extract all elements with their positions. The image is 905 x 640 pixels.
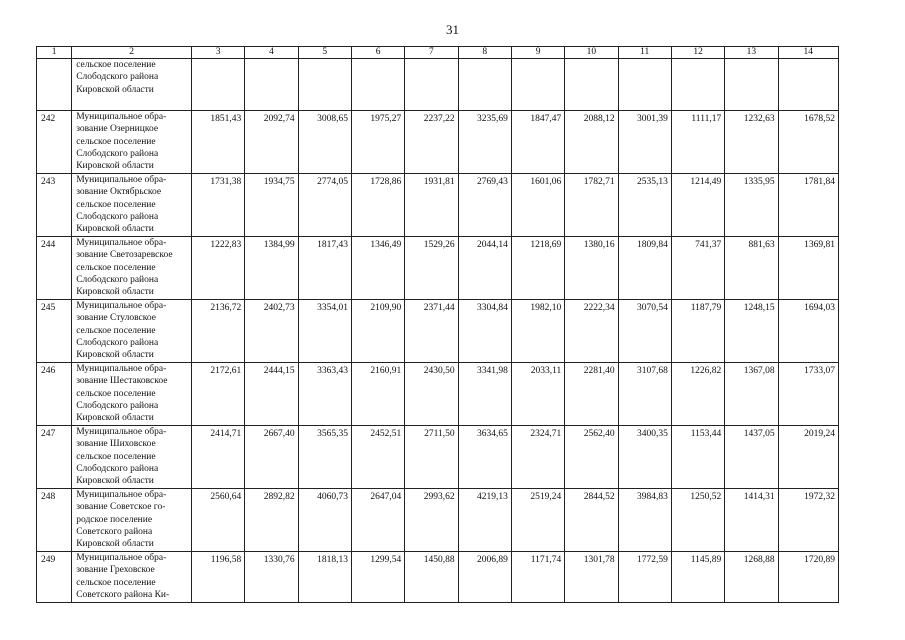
table-cell-value: 1437,05 bbox=[725, 426, 778, 489]
table-cell-value: 1380,16 bbox=[565, 237, 618, 300]
table-cell-name: Муниципальное обра- зование Греховское сельское поселение Советского района Ки- bbox=[72, 552, 192, 603]
table-cell-value: 2444,15 bbox=[245, 363, 298, 426]
column-header: 2 bbox=[72, 47, 192, 59]
table-cell-value: 3235,69 bbox=[458, 111, 511, 174]
table-cell-value: 1931,81 bbox=[405, 174, 458, 237]
table-cell-value: 2774,05 bbox=[298, 174, 351, 237]
table-cell bbox=[618, 59, 671, 111]
table-cell-value: 1414,31 bbox=[725, 489, 778, 552]
table-header-row bbox=[37, 47, 839, 59]
column-header: 7 bbox=[405, 47, 458, 59]
table-cell-name: Муниципальное обра- зование Октябрьское сельское поселение Слободского района Кировской области bbox=[72, 174, 192, 237]
table-cell-value: 1335,95 bbox=[725, 174, 778, 237]
table-cell-value: 1145,89 bbox=[671, 552, 724, 603]
table-cell-value: 1111,17 bbox=[671, 111, 724, 174]
table-cell-value: 3341,98 bbox=[458, 363, 511, 426]
table-cell bbox=[458, 59, 511, 111]
column-header: 8 bbox=[458, 47, 511, 59]
table-cell-value: 741,37 bbox=[671, 237, 724, 300]
table-cell-value: 2647,04 bbox=[351, 489, 404, 552]
table-cell-value: 2324,71 bbox=[511, 426, 564, 489]
table-row bbox=[37, 237, 839, 300]
table-cell-value: 2044,14 bbox=[458, 237, 511, 300]
column-header: 5 bbox=[298, 47, 351, 59]
column-header: 1 bbox=[37, 47, 72, 59]
table-cell-value: 1250,52 bbox=[671, 489, 724, 552]
table-cell-index: 245 bbox=[37, 300, 72, 363]
table-cell-value: 3008,65 bbox=[298, 111, 351, 174]
table-cell-index: 244 bbox=[37, 237, 72, 300]
table-cell bbox=[351, 59, 404, 111]
table-cell-value: 1934,75 bbox=[245, 174, 298, 237]
table-cell-value: 1218,69 bbox=[511, 237, 564, 300]
table-cell bbox=[405, 59, 458, 111]
table-cell-value: 3354,01 bbox=[298, 300, 351, 363]
table-cell-value: 3304,84 bbox=[458, 300, 511, 363]
table-cell-value: 2371,44 bbox=[405, 300, 458, 363]
table-cell-value: 3363,43 bbox=[298, 363, 351, 426]
table-cell-value: 2006,89 bbox=[458, 552, 511, 603]
table-cell-value: 1153,44 bbox=[671, 426, 724, 489]
table-cell-name: Муниципальное обра- зование Советское го- родское поселение Советского района Кировской области bbox=[72, 489, 192, 552]
table-cell-value: 2667,40 bbox=[245, 426, 298, 489]
table-cell-value: 4219,13 bbox=[458, 489, 511, 552]
table-cell-value: 2535,13 bbox=[618, 174, 671, 237]
column-header: 3 bbox=[191, 47, 244, 59]
table-cell-name: Муниципальное обра- зование Озерницкое сельское поселение Слободского района Кировской области bbox=[72, 111, 192, 174]
table-cell-value: 1171,74 bbox=[511, 552, 564, 603]
table-row bbox=[37, 300, 839, 363]
table-cell-value: 1851,43 bbox=[191, 111, 244, 174]
table-cell-index: 242 bbox=[37, 111, 72, 174]
table-cell-value: 2019,24 bbox=[778, 426, 838, 489]
column-header: 13 bbox=[725, 47, 778, 59]
table-cell-value: 1694,03 bbox=[778, 300, 838, 363]
table-cell-index: 247 bbox=[37, 426, 72, 489]
table-cell-index: 243 bbox=[37, 174, 72, 237]
table-cell-value: 1450,88 bbox=[405, 552, 458, 603]
table-cell-index: 246 bbox=[37, 363, 72, 426]
table-cell-value: 2092,74 bbox=[245, 111, 298, 174]
table-cell-name: Муниципальное обра- зование Шестаковское сельское поселение Слободского района Кировской области bbox=[72, 363, 192, 426]
table-cell bbox=[298, 59, 351, 111]
table-cell-value: 3070,54 bbox=[618, 300, 671, 363]
column-header: 12 bbox=[671, 47, 724, 59]
table-cell-value: 2414,71 bbox=[191, 426, 244, 489]
table-cell-value: 1384,99 bbox=[245, 237, 298, 300]
table-cell-value: 3400,35 bbox=[618, 426, 671, 489]
table-row bbox=[37, 363, 839, 426]
table-cell-value: 1781,84 bbox=[778, 174, 838, 237]
table-cell-value: 2281,40 bbox=[565, 363, 618, 426]
table-cell-name: Муниципальное обра- зование Светозаревское сельское поселение Слободского района Кировской области bbox=[72, 237, 192, 300]
table-cell-value: 2769,43 bbox=[458, 174, 511, 237]
table-cell-value: 1222,83 bbox=[191, 237, 244, 300]
table-cell-value: 2237,22 bbox=[405, 111, 458, 174]
column-header: 11 bbox=[618, 47, 671, 59]
table-cell-value: 2519,24 bbox=[511, 489, 564, 552]
table-cell bbox=[565, 59, 618, 111]
table-cell-value: 1731,38 bbox=[191, 174, 244, 237]
table-row bbox=[37, 426, 839, 489]
table-cell-value: 1809,84 bbox=[618, 237, 671, 300]
table-cell-value: 1187,79 bbox=[671, 300, 724, 363]
table-cell-value: 4060,73 bbox=[298, 489, 351, 552]
table-cell-value: 3634,65 bbox=[458, 426, 511, 489]
table-cell-value: 1975,27 bbox=[351, 111, 404, 174]
table-cell-value: 1847,47 bbox=[511, 111, 564, 174]
table-cell bbox=[671, 59, 724, 111]
table-cell-value: 2402,73 bbox=[245, 300, 298, 363]
table-cell-value: 1733,07 bbox=[778, 363, 838, 426]
data-table bbox=[36, 46, 839, 603]
table-cell-value: 1728,86 bbox=[351, 174, 404, 237]
table-cell-value: 1214,49 bbox=[671, 174, 724, 237]
table-cell-value: 2222,34 bbox=[565, 300, 618, 363]
table-cell-value: 1367,08 bbox=[725, 363, 778, 426]
table-cell-value: 1972,32 bbox=[778, 489, 838, 552]
table-row bbox=[37, 489, 839, 552]
table-cell-value: 881,63 bbox=[725, 237, 778, 300]
table-cell-value: 1782,71 bbox=[565, 174, 618, 237]
table-cell-value: 1346,49 bbox=[351, 237, 404, 300]
table-cell-name: Муниципальное обра- зование Стуловское сельское поселение Слободского района Кировской области bbox=[72, 300, 192, 363]
table-cell-value: 1299,54 bbox=[351, 552, 404, 603]
table-cell-value: 1301,78 bbox=[565, 552, 618, 603]
table-cell-value: 1232,63 bbox=[725, 111, 778, 174]
table-cell-value: 2993,62 bbox=[405, 489, 458, 552]
column-header: 14 bbox=[778, 47, 838, 59]
table-cell-value: 1818,13 bbox=[298, 552, 351, 603]
table-cell-value: 2560,64 bbox=[191, 489, 244, 552]
column-header: 10 bbox=[565, 47, 618, 59]
table-cell bbox=[245, 59, 298, 111]
table-cell-value: 2892,82 bbox=[245, 489, 298, 552]
table-cell-value: 3984,83 bbox=[618, 489, 671, 552]
table-cell-value: 3107,68 bbox=[618, 363, 671, 426]
table-cell-value: 1720,89 bbox=[778, 552, 838, 603]
table-row bbox=[37, 111, 839, 174]
table-row bbox=[37, 174, 839, 237]
table-cell-value: 1982,10 bbox=[511, 300, 564, 363]
table-cell-value: 3565,35 bbox=[298, 426, 351, 489]
table-cell-index bbox=[37, 59, 72, 111]
table-cell-value: 2136,72 bbox=[191, 300, 244, 363]
table-cell-value: 2711,50 bbox=[405, 426, 458, 489]
column-header: 6 bbox=[351, 47, 404, 59]
table-cell-value: 1369,81 bbox=[778, 237, 838, 300]
table-cell-value: 1196,58 bbox=[191, 552, 244, 603]
continuation-row bbox=[37, 59, 839, 111]
table-cell-value: 1330,76 bbox=[245, 552, 298, 603]
table-cell-value: 3001,39 bbox=[618, 111, 671, 174]
table-row bbox=[37, 552, 839, 603]
table-cell-value: 2109,90 bbox=[351, 300, 404, 363]
column-header: 9 bbox=[511, 47, 564, 59]
table-cell-value: 2172,61 bbox=[191, 363, 244, 426]
table-cell-value: 2452,51 bbox=[351, 426, 404, 489]
table-cell-index: 249 bbox=[37, 552, 72, 603]
table-cell bbox=[778, 59, 838, 111]
column-header: 4 bbox=[245, 47, 298, 59]
table-cell-value: 2844,52 bbox=[565, 489, 618, 552]
table-cell-value: 2088,12 bbox=[565, 111, 618, 174]
table-cell-name: Муниципальное обра- зование Шиховское сельское поселение Слободского района Кировской области bbox=[72, 426, 192, 489]
table-cell bbox=[511, 59, 564, 111]
table-cell-value: 2562,40 bbox=[565, 426, 618, 489]
table-cell-value: 2033,11 bbox=[511, 363, 564, 426]
table-cell-index: 248 bbox=[37, 489, 72, 552]
table-cell-value: 1601,06 bbox=[511, 174, 564, 237]
table-cell bbox=[191, 59, 244, 111]
table-cell-value: 1268,88 bbox=[725, 552, 778, 603]
table-cell-value: 1226,82 bbox=[671, 363, 724, 426]
table-cell-value: 1678,52 bbox=[778, 111, 838, 174]
table-cell-value: 1529,26 bbox=[405, 237, 458, 300]
table-cell-value: 2160,91 bbox=[351, 363, 404, 426]
table-cell-name: сельское поселение Слободского района Кировской области bbox=[72, 59, 192, 111]
table-cell bbox=[725, 59, 778, 111]
page-number: 31 bbox=[446, 22, 459, 37]
table-cell-value: 2430,50 bbox=[405, 363, 458, 426]
table-cell-value: 1772,59 bbox=[618, 552, 671, 603]
table-cell-value: 1817,43 bbox=[298, 237, 351, 300]
table-cell-value: 1248,15 bbox=[725, 300, 778, 363]
